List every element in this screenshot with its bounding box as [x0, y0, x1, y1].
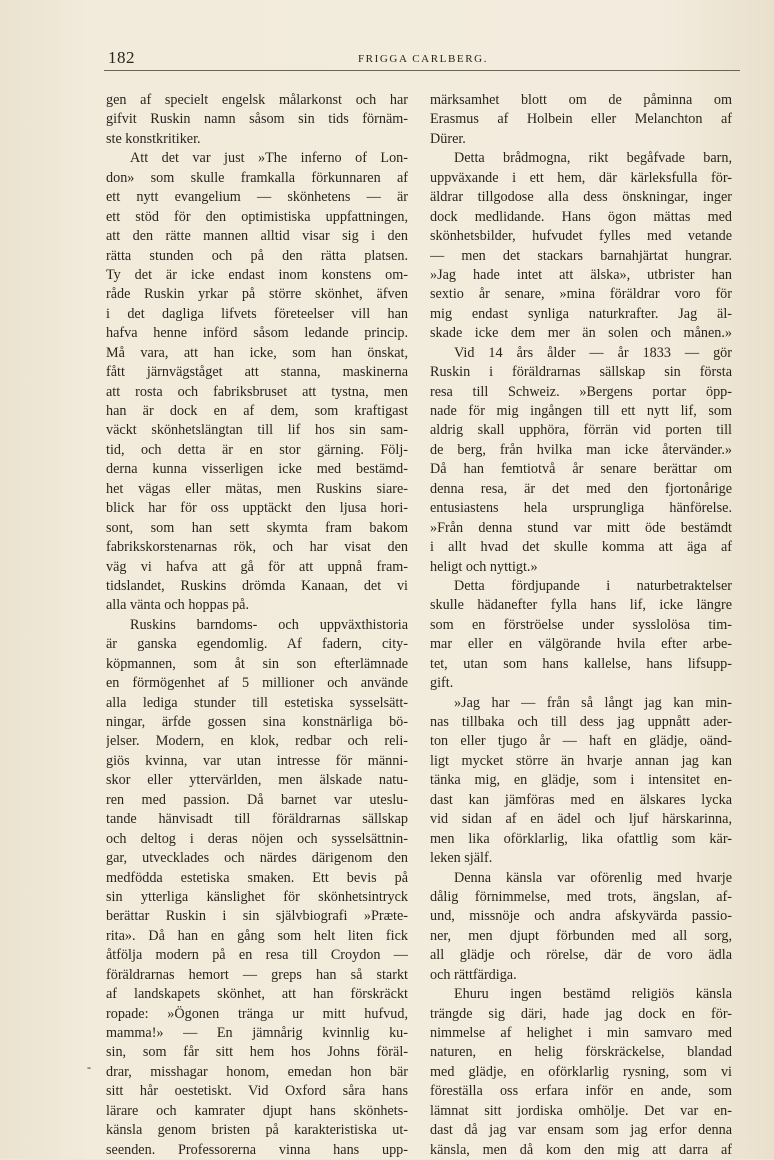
text-line: hafva henne införd såsom ledande princip. — [106, 325, 408, 342]
text-line: alla vänta och hoppas på. — [106, 597, 250, 614]
text-line: gar, utvecklades och närdes därigenom den — [106, 850, 408, 867]
text-line: tänka mig, en glädje, som i intensitet en- — [430, 772, 732, 789]
text-line: med glädje, en oförklarlig rysning, som vi — [430, 1063, 732, 1080]
right-column — [430, 91, 732, 1160]
text-line: medfödda estetiska smaken. Ett bevis på — [106, 869, 408, 886]
text-line: mamma!» — En jämnårig kvinnlig ku- — [106, 1025, 408, 1041]
text-line: tande hänvisadt till föräldrarnas sällskap — [106, 811, 408, 828]
text-line: tid, och detta är en stor gärning. Följ- — [106, 441, 408, 458]
text-line: känsla, men då kom den mig att darra af — [430, 1141, 732, 1158]
text-line: giös kvinna, var utan intresse för männi- — [106, 752, 408, 769]
text-line: rätta stunden och på den rätta platsen. — [106, 247, 408, 264]
text-line: ropade: »Ögonen tränga ur mitt hufvud, — [106, 1005, 408, 1022]
text-line: don» som skulle framkalla förkunnaren af — [106, 169, 408, 186]
text-line: und, missnöje och andra afskyvärda passio- — [430, 908, 732, 925]
text-line: mar eller en välgörande hvila efter arbe- — [430, 636, 732, 653]
text-line: han är dock en af dem, som kraftigast — [106, 403, 408, 419]
text-line: drar, misshagar honom, emedan hon bär — [106, 1063, 408, 1080]
text-line: föräldrarnas hemort — greps han så starkt — [106, 966, 408, 983]
running-head: FRIGGA CARLBERG. — [357, 53, 489, 65]
left-column — [106, 91, 408, 1160]
text-line: som en förströelse under sysslolösa tim- — [430, 616, 732, 633]
text-line: gift. — [430, 675, 454, 692]
text-line: Vid 14 års ålder — år 1833 — gör — [454, 344, 732, 361]
text-line: råde Ruskin yrkar på större skönhet, äfven — [106, 286, 408, 303]
text-line: ningar, ärfde gossen sina konstnärliga bö- — [106, 714, 408, 730]
text-line: att den rätte mannen alltid visar sig i den — [106, 228, 408, 245]
text-line: resa till Schweiz. »Bergens portar öpp- — [430, 383, 732, 400]
text-line: blick har för oss upptäckt den ljusa hori- — [106, 500, 408, 517]
text-line: föreställa oss erfara inför en ande, som — [430, 1083, 732, 1100]
text-line: de berg, från hvilka man icke återvänder.» — [430, 441, 732, 458]
text-line: Detta brådmogna, rikt begåfvade barn, — [454, 150, 732, 167]
text-line: i det dagliga lifvets företeelser vill han — [106, 305, 408, 322]
text-line: af landskapets skönhet, att han förskräckt — [106, 986, 408, 1003]
text-line: Ty det är icke endast inom konstens om- — [106, 266, 408, 283]
text-line: Ehuru ingen bestämd religiös känsla — [454, 986, 732, 1003]
text-line: uppväxande i ett hem, där kärleksfulla för- — [430, 169, 732, 186]
text-line: Att det var just »The inferno of Lon- — [130, 150, 408, 167]
text-line: Ruskins barndoms- och uppväxthistoria — [130, 616, 408, 633]
text-line: mig endast synliga naturkrafter. Jag äl- — [430, 305, 732, 322]
text-line: Erasmus af Holbein eller Melanchton af — [430, 111, 732, 128]
text-line: ste konstkritiker. — [106, 130, 201, 147]
text-line: fabrikskorstenarnas rök, och har visat den — [106, 539, 408, 556]
text-line: sitt hår oestetiskt. Vid Oxford såra hans — [106, 1083, 408, 1100]
text-line: ton eller tjugo år — haft en glädje, oänd- — [430, 733, 732, 750]
text-line: sin, som får sitt hem hos Johns föräl- — [106, 1044, 408, 1061]
text-line: »Jag hade intet att älska», utbrister han — [430, 266, 732, 283]
text-line: het vägas eller mätas, men Ruskins siare- — [106, 480, 408, 497]
text-line: äldrar tillgodose alla dess önskningar, inger — [430, 189, 732, 206]
text-line: sextio år senare, »mina föräldrar voro för — [430, 286, 732, 303]
text-line: och deltog i deras nöjen och sysselsättnin- — [106, 830, 408, 847]
text-line: dålig förnimmelse, med trots, ängslan, af- — [430, 888, 732, 905]
text-line: märksamhet blott om de påminna om — [430, 92, 732, 108]
text-line: Då han femtiotvå år senare berättar om — [430, 461, 732, 478]
text-line: ligt mycket större än hvarje annan jag kan — [430, 752, 732, 769]
text-line: naturen, en helig förskräckelse, blandad — [430, 1044, 732, 1061]
text-line: sin ytterliga känslighet för skönhetsintryck — [106, 888, 408, 905]
header-rule — [104, 70, 740, 71]
text-line: »Från denna stund var mitt öde bestämdt — [430, 519, 732, 536]
text-line: alla lediga stunder till estetiska sysselsätt- — [106, 694, 408, 711]
text-line: jelser. Modern, en klok, redbar och reli- — [106, 733, 408, 750]
margin-mark: - — [87, 1060, 91, 1074]
text-line: känsla genom bristen på karakteristiska ut- — [106, 1122, 408, 1139]
text-line: Dürer. — [430, 130, 466, 147]
text-line: gen af specielt engelsk målarkonst och har — [106, 92, 408, 108]
text-line: aldrig skall upphöra, förrän vid porten till — [430, 422, 732, 439]
text-line: att rosta och fabriksbruset att tystna, men — [106, 383, 408, 400]
text-line: lämnat sitt jordiska omhölje. Det var en- — [430, 1102, 732, 1119]
text-line: nas tillbaka och till dess jag uppnått ader- — [430, 714, 732, 730]
text-line: Ruskin i föräldrarnas sällskap sin första — [430, 364, 732, 381]
text-line: rita». Då han en gång som helt liten fick — [106, 927, 408, 944]
text-line: väckt skönhetslängtan till lif hos sin sam- — [106, 422, 408, 439]
text-line: ner, men djupt förbunden med all sorg, — [430, 927, 732, 944]
text-line: leken själf. — [430, 850, 493, 867]
text-line: Denna känsla var oförenlig med hvarje — [454, 869, 732, 886]
text-line: trängde sig däri, hade jag dock en för- — [430, 1005, 732, 1022]
text-line: heligt och nyttigt.» — [430, 558, 538, 575]
text-line: nimmelse af helighet i min samvaro med — [430, 1025, 732, 1041]
text-line: denna resa, är det med den fjortonårige — [430, 480, 732, 497]
text-line: och rättfärdiga. — [430, 966, 517, 983]
text-line: berättar Ruskin i sin självbiografi »Præte- — [106, 908, 408, 925]
text-line: ett stöd för den optimistiska uppfattningen, — [106, 208, 408, 225]
text-line: i allt hvad det skulle komma att äga af — [430, 539, 732, 556]
text-line: all glädje och rörelse, där de voro ädla — [430, 947, 732, 964]
text-line: Detta fördjupande i naturbetraktelser — [454, 577, 732, 594]
text-line: nade för mig ingången till ett nytt lif, som — [430, 403, 732, 419]
text-line: Må vara, att han icke, som han önskat, — [106, 344, 408, 361]
text-line: ren med passion. Då barnet var uteslu- — [106, 791, 408, 808]
text-line: vid sidan af en ädel och ljuf härskarinna, — [430, 811, 732, 828]
text-line: skulle hädanefter fylla hans lif, icke längre — [430, 597, 732, 614]
text-line: entusiastens hela ursprungliga hänförelse. — [430, 500, 732, 517]
text-line: skor eller yttervärlden, men älskade natu- — [106, 772, 408, 789]
text-line: åtfölja modern på en resa till Croydon — — [106, 947, 408, 964]
text-line: »Jag har — från så långt jag kan min- — [454, 694, 732, 711]
text-line: köpmannen, som åt sin son efterlämnade — [106, 655, 408, 672]
text-line: tidslandet, Ruskins drömda Kanaan, det vi — [106, 577, 408, 594]
text-line: gifvit Ruskin namn såsom sin tids förnäm- — [106, 111, 408, 128]
text-line: en förmögenhet af 5 millioner och använde — [106, 675, 408, 692]
page-number: 182 — [108, 48, 135, 67]
text-line: men lika oförklarlig, lika ofattlig som kär- — [430, 830, 732, 847]
text-line: dast kan jämföras med en älskares lycka — [430, 791, 732, 808]
text-line: sont, som han sett skymta fram bakom — [106, 519, 408, 536]
text-line: skade icke dem mer än solen och månen.» — [430, 325, 732, 342]
text-line: — men det stackars barnahjärtat hungrar. — [430, 247, 732, 264]
text-line: är ganska egendomlig. Af fadern, city- — [106, 636, 408, 653]
text-line: derna kunna visserligen icke med bestämd- — [106, 461, 408, 478]
text-line: väg vi hafva att gå för att uppnå fram- — [106, 558, 408, 575]
text-line: skönhetsbilder, hufvudet fylles med vetande — [430, 228, 732, 245]
text-line: tet, utan som hans kallelse, hans lifsupp- — [430, 655, 732, 672]
text-line: lärare och kamrater djupt hans skönhets- — [106, 1102, 408, 1119]
text-line: seenden. Professorerna vinna hans upp- — [106, 1141, 408, 1158]
text-line: ett nytt evangelium — skönhetens — är — [106, 189, 408, 206]
text-line: dast då jag var ensam som jag erfor denna — [430, 1122, 732, 1139]
text-line: fått järnvägståget att stanna, maskinerna — [106, 364, 408, 381]
text-line: dock medlidande. Hans ögon mättas med — [430, 208, 732, 225]
